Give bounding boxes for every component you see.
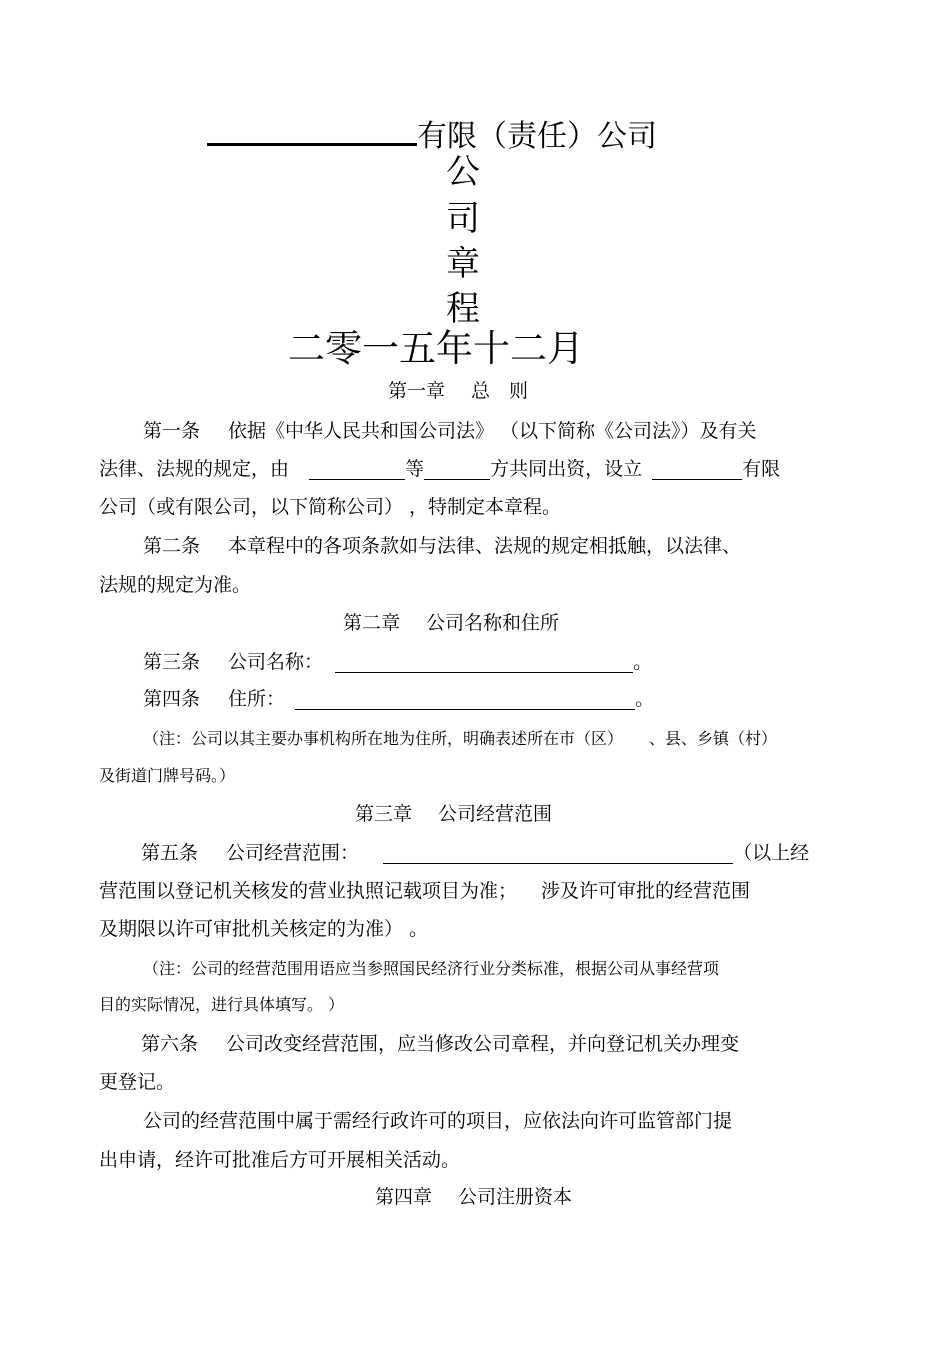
business-scope-field bbox=[383, 844, 733, 864]
chapter-3-note-line-a: （注：公司的经营范围用语应当参照国民经济行业分类标准，根据公司从事经营项 bbox=[143, 959, 720, 978]
article-6-line-b: 更登记。 bbox=[99, 1071, 176, 1093]
article-2-line-a: 第二条 本章程中的各项条款如与法律、法规的规定相抵触，以法律、 bbox=[143, 535, 742, 557]
shareholder-count-blank bbox=[424, 460, 490, 480]
title-vertical-char-3: 章 bbox=[446, 244, 480, 284]
chapter-3-heading: 第三章 公司经营范围 bbox=[355, 803, 553, 825]
company-name-blank bbox=[207, 113, 417, 146]
shareholder-blank-1 bbox=[309, 460, 405, 480]
article-2-label: 第二条 bbox=[143, 535, 201, 557]
article-1-line-a: 第一条 依据《中华人民共和国公司法》 （以下简称《公司法》）及有关 bbox=[143, 420, 757, 442]
article-3-line: 第三条 公司名称： 。 bbox=[143, 651, 653, 673]
article-6-line-a: 第六条 公司改变经营范围，应当修改公司章程，并向登记机关办理变 bbox=[141, 1033, 740, 1055]
title-date: 二零一五年十二月 bbox=[288, 327, 584, 370]
chapter-2-note-line-b: 及街道门牌号码。） bbox=[99, 766, 236, 785]
article-3-label: 第三条 bbox=[143, 651, 201, 673]
article-4-label: 第四条 bbox=[143, 688, 201, 710]
title-suffix: 有限（责任）公司 bbox=[417, 119, 657, 154]
article-5-line-a: 第五条 公司经营范围： （以上经 bbox=[141, 842, 810, 864]
title-vertical-char-2: 司 bbox=[446, 199, 480, 239]
article-5-line-b: 营范围以登记机关核发的营业执照记载项目为准； 涉及许可审批的经营范围 bbox=[99, 880, 751, 902]
company-name-field bbox=[335, 653, 633, 673]
article-1-line-c: 公司（或有限公司，以下简称公司） ，特制定本章程。 bbox=[99, 496, 562, 518]
article-4-line: 第四条 住所： 。 bbox=[143, 688, 655, 710]
business-scope-paragraph-line-b: 出申请，经许可批准后方可开展相关活动。 bbox=[99, 1149, 461, 1171]
company-blank bbox=[652, 460, 742, 480]
article-1-label: 第一条 bbox=[143, 420, 201, 442]
article-1-line-b: 法律、法规的规定，由 等 方共同出资，设立 有限 bbox=[99, 458, 781, 480]
article-5-line-c: 及期限以许可审批机关核定的为准） 。 bbox=[99, 918, 429, 940]
business-scope-paragraph-line-a: 公司的经营范围中属于需经行政许可的项目，应依法向许可监管部门提 bbox=[143, 1110, 733, 1132]
title-line bbox=[207, 113, 657, 152]
title-vertical-char-1: 公 bbox=[446, 152, 480, 192]
chapter-2-note-line-a: （注：公司以其主要办事机构所在地为住所，明确表述所在市（区） 、县、乡镇（村） bbox=[143, 729, 778, 748]
chapter-1-heading: 第一章 总 则 bbox=[388, 380, 529, 402]
article-6-label: 第六条 bbox=[141, 1033, 199, 1055]
chapter-2-heading: 第二章 公司名称和住所 bbox=[343, 612, 560, 634]
address-field bbox=[295, 690, 635, 710]
title-vertical-char-4: 程 bbox=[446, 289, 480, 329]
article-2-line-b: 法规的规定为准。 bbox=[99, 574, 252, 596]
chapter-3-note-line-b: 目的实际情况，进行具体填写。 ） bbox=[99, 995, 345, 1014]
chapter-4-heading: 第四章 公司注册资本 bbox=[375, 1186, 573, 1208]
article-5-label: 第五条 bbox=[141, 842, 199, 864]
